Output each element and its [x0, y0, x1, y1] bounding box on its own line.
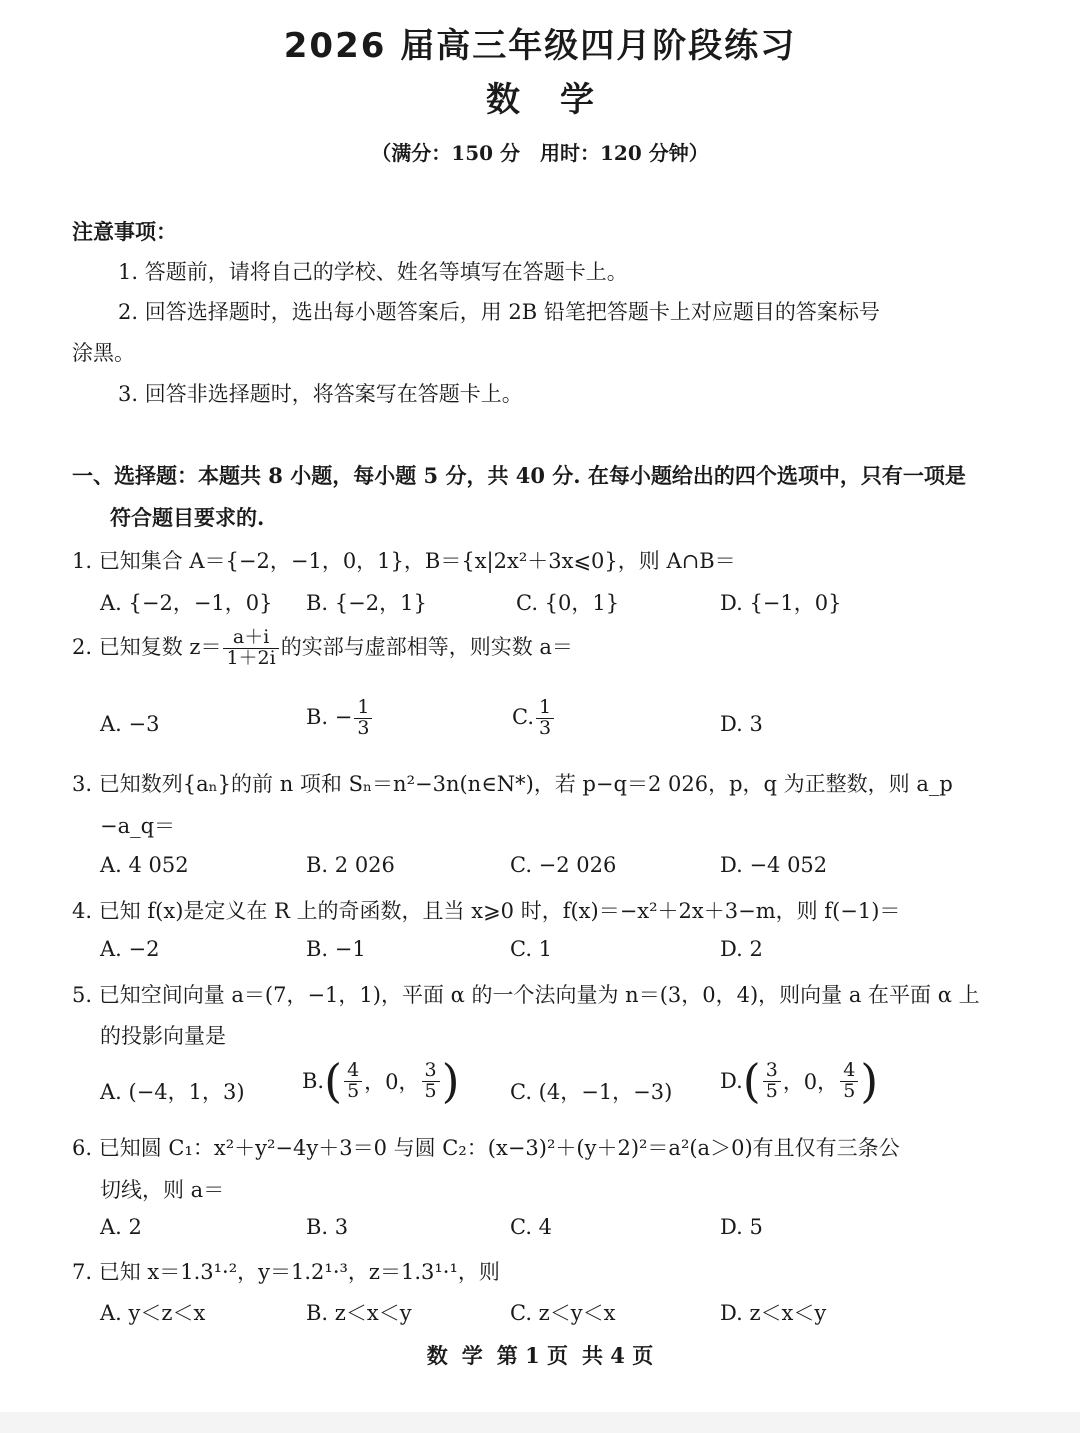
footer-subject-1: 数 [426, 1343, 448, 1368]
question-1-stem: 1. 已知集合 A＝{−2，−1，0，1}，B＝{x|2x²＋3x⩽0}，则 A∩B＝ [72, 549, 736, 573]
question-4-stem: 4. 已知 f(x)是定义在 R 上的奇函数，且当 x⩾0 时，f(x)＝−x²＋2x＋3−m，则 f(−1)＝ [72, 899, 901, 923]
question-1-option-d: D. {−1，0} [720, 591, 842, 615]
notice-item-2: 2. 回答选择题时，选出每小题答案后，用 2B 铅笔把答题卡上对应题目的答案标号 [118, 300, 880, 324]
question-5-option-b-num-1: 4 [344, 1061, 362, 1082]
subject-char-2: 学 [560, 80, 594, 120]
question-2-option-b [306, 698, 374, 739]
question-1-option-a: A. {−2，−1，0} [100, 591, 273, 615]
question-5-option-c: C. (4，−1，−3) [510, 1080, 673, 1104]
question-5-option-d-num-1: 3 [763, 1061, 781, 1082]
question-5-option-a: A. (−4，1，3) [100, 1080, 245, 1104]
question-2-option-c [512, 698, 556, 739]
question-7-option-b: B. z＜x＜y [306, 1301, 412, 1325]
question-2-stem-post: 的实部与虚部相等，则实数 a＝ [280, 634, 573, 659]
footer-page-total: 共 4 页 [582, 1343, 654, 1368]
notice-item-2-cont: 涂黑。 [72, 341, 135, 365]
question-2-option-c-label: C. [512, 704, 534, 729]
question-2-option-c-num: 1 [536, 698, 554, 719]
section-1-heading-cont: 符合题目要求的. [110, 505, 265, 530]
page-footer [0, 1340, 1080, 1370]
question-5-option-d-frac-1 [763, 1058, 781, 1102]
question-7-option-d: D. z＜x＜y [720, 1301, 827, 1325]
question-2-option-b-fraction [354, 698, 372, 739]
question-5-option-b-mid: ，0， [364, 1070, 420, 1094]
score-info: （满分：150 分 用时：120 分钟） [371, 141, 709, 165]
bottom-edge [0, 1412, 1080, 1433]
question-3-option-d: D. −4 052 [720, 853, 828, 877]
question-4-option-a: A. −2 [100, 937, 160, 961]
question-2-option-c-fraction [536, 698, 554, 739]
question-6-option-b: B. 3 [306, 1215, 349, 1239]
question-5-option-b [302, 1054, 460, 1108]
question-2-option-c-den: 3 [539, 716, 552, 739]
question-3-stem: 3. 已知数列{aₙ}的前 n 项和 Sₙ＝n²−3n(n∈N*)，若 p−q＝2 026，p，q 为正整数，则 a_p [72, 772, 953, 796]
question-5-option-d-frac-2 [840, 1058, 858, 1102]
question-5-option-b-den-2: 5 [424, 1079, 437, 1102]
notice-item-3: 3. 回答非选择题时，将答案写在答题卡上。 [118, 382, 523, 406]
question-5-option-d-den-1: 5 [765, 1079, 778, 1102]
question-2-option-b-label: B. − [306, 704, 353, 729]
question-3-stem-cont: −a_q＝ [100, 814, 176, 838]
question-3-option-b: B. 2 026 [306, 853, 395, 877]
right-paren-icon: ) [441, 1054, 460, 1108]
question-2-option-a: A. −3 [100, 712, 160, 736]
footer-subject-2: 学 [461, 1343, 483, 1368]
question-5-option-d-mid: ，0， [782, 1070, 839, 1094]
question-5-stem-cont: 的投影向量是 [100, 1024, 226, 1048]
subject-char-1: 数 [486, 80, 520, 120]
footer-page-number: 第 1 页 [496, 1343, 568, 1368]
question-6-stem-cont: 切线，则 a＝ [100, 1178, 225, 1202]
left-paren-icon: ( [324, 1054, 343, 1108]
question-4-option-d: D. 2 [720, 937, 763, 961]
question-5-stem: 5. 已知空间向量 a＝(7，−1，1)，平面 α 的一个法向量为 n＝(3，0，4)，则向量 a 在平面 α 上 [72, 983, 980, 1007]
question-5-option-d [720, 1054, 879, 1108]
question-2-fraction-num: a＋i [223, 628, 278, 649]
question-4-option-b: B. −1 [306, 937, 366, 961]
question-6-stem: 6. 已知圆 C₁：x²＋y²−4y＋3＝0 与圆 C₂：(x−3)²＋(y＋2)²＝a²(a＞0)有且仅有三条公 [72, 1136, 900, 1160]
question-5-option-b-frac-2 [422, 1058, 440, 1102]
question-2-fraction [223, 628, 278, 669]
section-1-heading: 一、选择题：本题共 8 小题，每小题 5 分，共 40 分. 在每小题给出的四个选项中，只有一项是 [72, 463, 966, 488]
question-1-option-b: B. {−2，1} [306, 591, 427, 615]
notice-item-1: 1. 答题前，请将自己的学校、姓名等填写在答题卡上。 [118, 260, 628, 284]
question-7-stem: 7. 已知 x＝1.3¹·²，y＝1.2¹·³，z＝1.3¹·¹，则 [72, 1260, 500, 1284]
question-5-option-b-frac-1 [344, 1058, 362, 1102]
question-5-option-b-num-2: 3 [422, 1061, 440, 1082]
question-2-stem-pre: 2. 已知复数 z＝ [72, 634, 222, 659]
question-5-option-b-label: B. [302, 1069, 325, 1093]
exam-title: 2026 届高三年级四月阶段练习 [283, 26, 797, 66]
question-2-option-b-den: 3 [357, 716, 370, 739]
question-4-option-c: C. 1 [510, 937, 553, 961]
question-2-stem [72, 628, 573, 669]
question-2-fraction-den: 1＋2i [226, 646, 276, 669]
question-6-option-d: D. 5 [720, 1215, 763, 1239]
question-5-option-d-den-2: 5 [843, 1079, 856, 1102]
question-1-option-c: C. {0，1} [516, 591, 620, 615]
question-7-option-c: C. z＜y＜x [510, 1301, 616, 1325]
left-paren-icon: ( [742, 1054, 761, 1108]
question-2-option-d: D. 3 [720, 712, 763, 736]
notice-heading: 注意事项： [72, 219, 177, 244]
subject-heading [0, 72, 1080, 121]
question-6-option-a: A. 2 [100, 1215, 142, 1239]
question-5-option-d-label: D. [720, 1069, 743, 1093]
right-paren-icon: ) [860, 1054, 879, 1108]
question-5-option-d-num-2: 4 [840, 1061, 858, 1082]
question-7-option-a: A. y＜z＜x [100, 1301, 206, 1325]
question-5-option-b-den-1: 5 [347, 1079, 360, 1102]
question-3-option-a: A. 4 052 [100, 853, 189, 877]
question-2-option-b-num: 1 [354, 698, 372, 719]
question-6-option-c: C. 4 [510, 1215, 553, 1239]
question-3-option-c: C. −2 026 [510, 853, 617, 877]
